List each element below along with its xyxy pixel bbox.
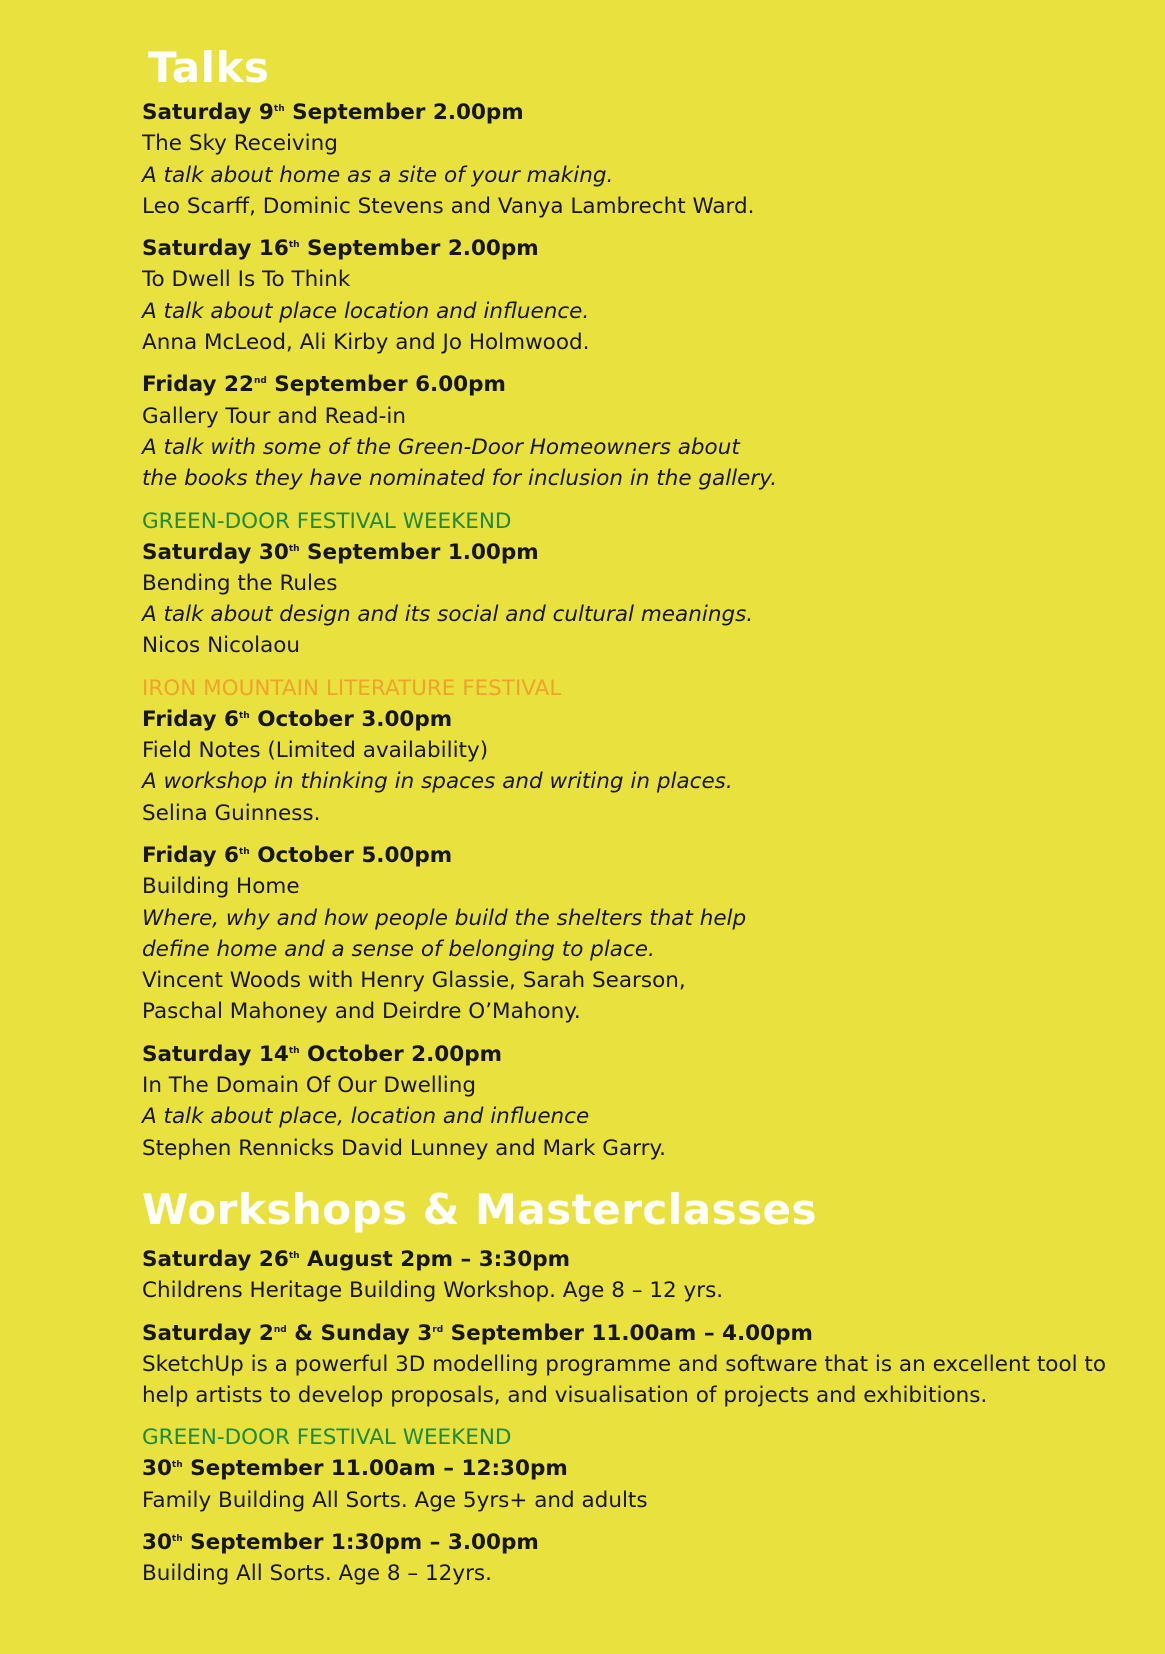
event-date: 30th September 1:30pm – 3.00pm bbox=[142, 1529, 539, 1555]
talk-event bbox=[142, 506, 1102, 662]
event-date: Saturday 14th October 2.00pm bbox=[142, 1041, 503, 1067]
workshop-event bbox=[142, 1318, 1107, 1412]
event-title: In The Domain Of Our Dwelling bbox=[142, 1073, 476, 1099]
event-description: help artists to develop proposals, and visualisation of projects and exhibitions. bbox=[142, 1383, 988, 1409]
event-description: Where, why and how people build the shelters that help bbox=[142, 905, 747, 931]
event-title: To Dwell Is To Think bbox=[142, 267, 351, 293]
programme-content bbox=[142, 40, 1107, 1601]
workshop-event bbox=[142, 1244, 1102, 1307]
event-description: the books they have nominated for inclusion in the gallery. bbox=[142, 466, 778, 492]
festival-label: GREEN-DOOR FESTIVAL WEEKEND bbox=[142, 1425, 512, 1451]
event-title: Family Building All Sorts. Age 5yrs+ and adults bbox=[142, 1487, 648, 1513]
event-description: SketchUp is a powerful 3D modelling programme and software that is an excellent tool to bbox=[142, 1351, 1107, 1377]
event-speakers: Leo Scarff, Dominic Stevens and Vanya Lambrecht Ward. bbox=[142, 193, 755, 219]
event-speakers: Stephen Rennicks David Lunney and Mark Garry. bbox=[142, 1135, 666, 1161]
event-title: Building Home bbox=[142, 874, 300, 900]
event-title: Childrens Heritage Building Workshop. Age 8 – 12 yrs. bbox=[142, 1278, 724, 1304]
event-date: Saturday 26th August 2pm – 3:30pm bbox=[142, 1246, 570, 1272]
event-description: A talk about place, location and influence bbox=[142, 1104, 590, 1130]
event-speakers: Paschal Mahoney and Deirdre O’Mahony. bbox=[142, 999, 581, 1025]
event-speakers: Vincent Woods with Henry Glassie, Sarah Searson, bbox=[142, 968, 686, 994]
event-title: Bending the Rules bbox=[142, 570, 338, 596]
event-description: A workshop in thinking in spaces and writing in places. bbox=[142, 769, 733, 795]
event-date: 30th September 11.00am – 12:30pm bbox=[142, 1456, 568, 1482]
festival-label: GREEN-DOOR FESTIVAL WEEKEND bbox=[142, 508, 512, 534]
workshop-event bbox=[142, 1527, 1102, 1590]
event-date: Saturday 9th September 2.00pm bbox=[142, 100, 524, 125]
event-date: Saturday 16th September 2.00pm bbox=[142, 236, 539, 262]
talk-event bbox=[142, 369, 1102, 494]
event-date: Friday 22nd September 6.00pm bbox=[142, 372, 506, 398]
event-speakers: Nicos Nicolaou bbox=[142, 633, 301, 659]
talk-event bbox=[142, 1039, 1102, 1164]
talks-heading: Talks bbox=[148, 43, 270, 92]
workshops-heading: Workshops & Masterclasses bbox=[142, 1184, 818, 1234]
talk-event bbox=[142, 840, 1102, 1028]
event-speakers: Selina Guinness. bbox=[142, 800, 321, 826]
event-date: Friday 6th October 5.00pm bbox=[142, 842, 453, 868]
event-speakers: Anna McLeod, Ali Kirby and Jo Holmwood. bbox=[142, 330, 590, 356]
event-description: define home and a sense of belonging to place. bbox=[142, 936, 655, 962]
event-description: A talk about home as a site of your making. bbox=[142, 162, 614, 188]
event-title: Gallery Tour and Read-in bbox=[142, 403, 407, 429]
workshop-event bbox=[142, 1422, 1102, 1516]
event-date: Saturday 30th September 1.00pm bbox=[142, 539, 539, 565]
event-date: Friday 6th October 3.00pm bbox=[142, 706, 453, 732]
event-description: A talk about place location and influence. bbox=[142, 298, 590, 324]
festival-label: IRON MOUNTAIN LITERATURE FESTIVAL bbox=[142, 675, 562, 701]
event-date: Saturday 2nd & Sunday 3rd September 11.00am – 4.00pm bbox=[142, 1320, 813, 1346]
talk-event bbox=[142, 233, 1102, 358]
event-title: The Sky Receiving bbox=[142, 131, 338, 157]
event-description: A talk with some of the Green-Door Homeowners about bbox=[142, 434, 740, 460]
event-description: A talk about design and its social and cultural meanings. bbox=[142, 602, 754, 628]
talk-event bbox=[142, 673, 1102, 829]
event-title: Field Notes (Limited availability) bbox=[142, 738, 489, 764]
talk-event bbox=[142, 97, 1102, 222]
event-title: Building All Sorts. Age 8 – 12yrs. bbox=[142, 1561, 492, 1587]
